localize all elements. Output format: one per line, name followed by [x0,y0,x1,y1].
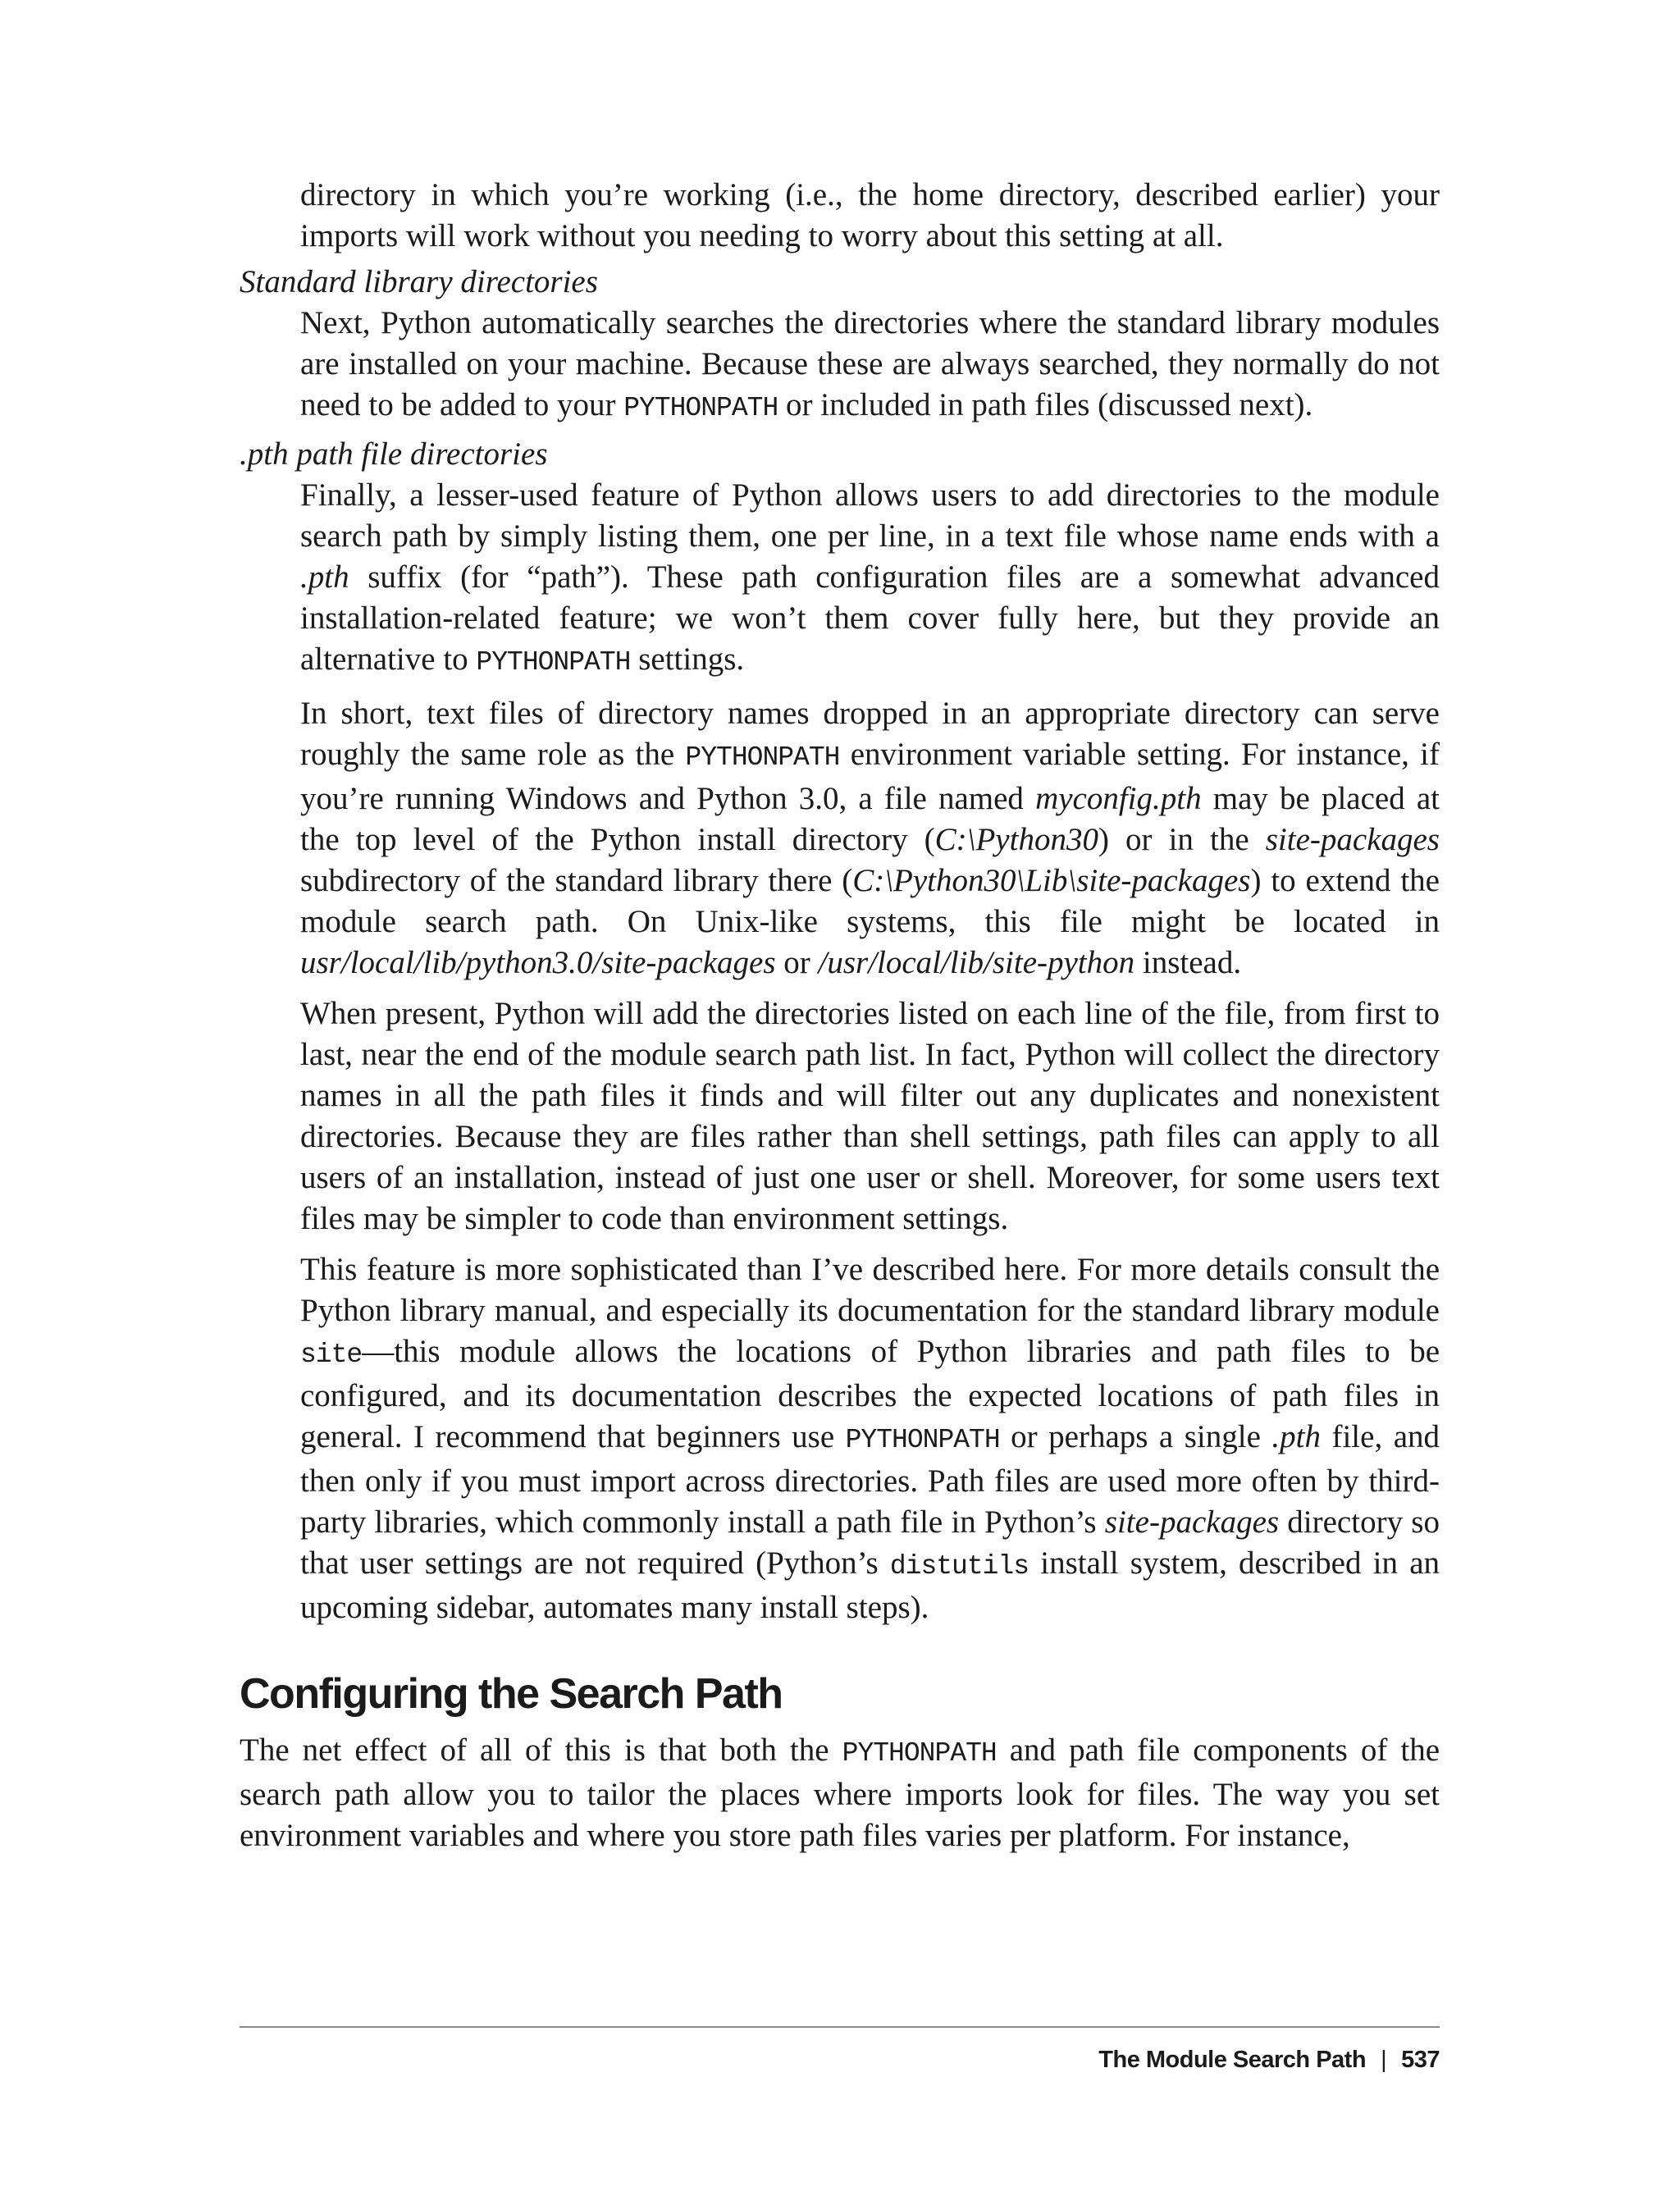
code-pythonpath: PYTHONPATH [685,742,840,773]
text-column [240,175,1440,1856]
paragraph-pth-files: Finally, a lesser-used feature of Python allows users to add directories to the module search path by simply listing them, one per line, in a text file whose name ends with a .pth suffix (for “path”). These path configuration files are a somewhat advanced installation-related feature; we won’t them cover fully here, but they provide an alternative to PYTHONPATH settings. [300,477,1440,678]
term-pth-path-file-directories: .pth path file directories [240,436,548,472]
footer-section-title: The Module Search Path [1098,2047,1367,2073]
footer-rule [240,2026,1440,2028]
paragraph-standard-library: Next, Python automatically searches the directories where the standard library modules are installed on your machine. Because these are always searched, they normally do not need to be added to your PYTHONPATH or included in path files (discussed next). [300,305,1440,423]
paragraph-net-effect: The net effect of all of this is that both the PYTHONPATH and path file components of the search path allow you to tailor the places where imports look for files. The way you set environment variables and where you store path files varies per platform. For instance, [240,1732,1440,1853]
page-number: 537 [1401,2047,1440,2073]
code-pythonpath: PYTHONPATH [476,647,631,678]
path-usr-local-lib-python: usr/local/lib/python3.0/site-packages [300,945,776,980]
dirname-site-packages: site-packages [1104,1504,1280,1540]
filename-myconfig: myconfig.pth [1035,781,1202,816]
path-site-python: /usr/local/lib/site-python [818,945,1135,980]
dirname-site-packages: site-packages [1265,822,1440,857]
paragraph-in-short: In short, text files of directory names dropped in an appropriate directory can serve roughly the same role as the PYTHONPATH environment variable setting. For instance, if you’re running Windows and Python 3.0, a file named myconfig.pth may be placed at the top level of the Python install directory (C:\Python30) or in the site-packages subdirectory of the standard library there (C:\Python30\Lib\site-packages) to extend the module search path. On Unix-like systems, this file might be located in usr/local/lib/python3.0/site-packages or /usr/local/lib/site-python instead. [300,696,1440,980]
page-footer [1098,2047,1440,2074]
section-heading: Configuring the Search Path [240,1670,783,1718]
paragraph-home-dir-continuation: directory in which you’re working (i.e., the home directory, described earlier) your imports will work without you needing to worry about this setting at all. [300,177,1440,253]
code-distutils: distutils [889,1551,1029,1582]
pth-extension: .pth [1271,1419,1321,1454]
footer-separator: | [1381,2047,1387,2073]
pth-extension: .pth [300,559,349,595]
code-pythonpath: PYTHONPATH [845,1425,1000,1455]
paragraph-feature-sophisticated: This feature is more sophisticated than I’ve described here. For more details consult the Python library manual, and especially its documentation for the standard library module site—this module allows the locations of Python libraries and path files to be configured, and its documentation describes the expected locations of path files in general. I recommend that beginners use PYTHONPATH or perhaps a single .pth file, and then only if you must import across directories. Path files are used more often by third-party libraries, which commonly install a path file in Python’s site-packages directory so that user settings are not required (Python’s distutils install system, described in an upcoming sidebar, automates many install steps). [300,1252,1440,1625]
code-pythonpath: PYTHONPATH [623,393,778,423]
code-site: site [300,1340,363,1370]
code-pythonpath: PYTHONPATH [842,1738,997,1769]
path-lib-site-packages: C:\Python30\Lib\site-packages [852,863,1251,898]
paragraph-when-present: When present, Python will add the directories listed on each line of the file, from first to last, near the end of the module search path list. In fact, Python will collect the directory names in all the path files it finds and will filter out any duplicates and nonexistent directories. Because they are files rather than shell settings, path files can apply to all users of an installation, instead of just one user or shell. Moreover, for some users text files may be simpler to code than environment settings. [300,996,1440,1236]
term-standard-library-directories: Standard library directories [240,264,598,299]
path-python30: C:\Python30 [934,822,1098,857]
